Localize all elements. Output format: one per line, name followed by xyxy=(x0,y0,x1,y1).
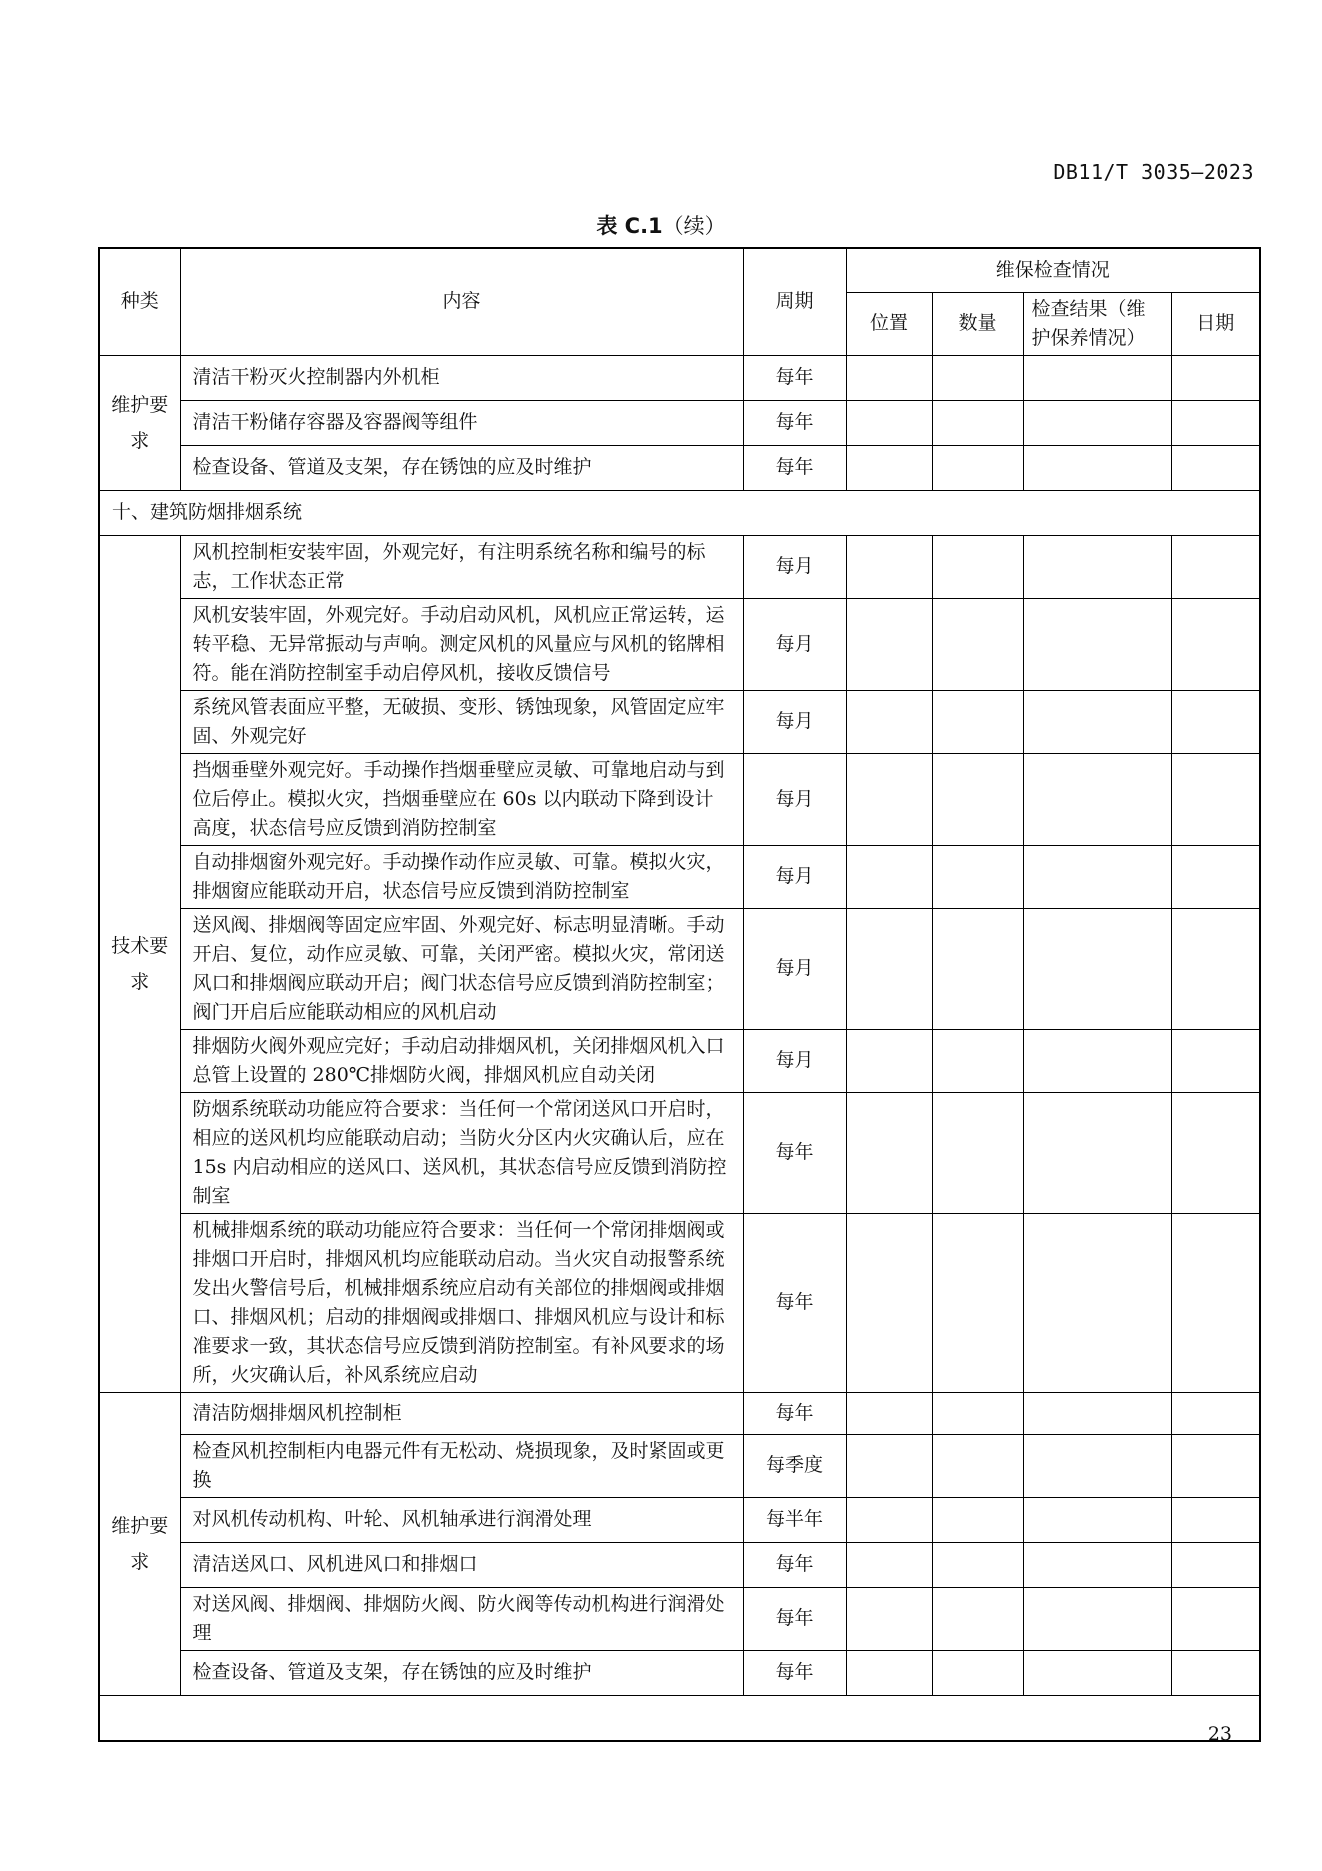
position-cell[interactable] xyxy=(846,1213,932,1392)
date-cell[interactable] xyxy=(1171,1213,1260,1392)
quantity-cell[interactable] xyxy=(932,1434,1023,1497)
position-cell[interactable] xyxy=(846,1434,932,1497)
quantity-cell[interactable] xyxy=(932,1392,1023,1434)
table-row xyxy=(99,400,1260,445)
category-cell: 技术要求 xyxy=(99,535,180,1392)
row-cycle: 每月 xyxy=(743,908,846,1029)
quantity-cell[interactable] xyxy=(932,400,1023,445)
position-cell[interactable] xyxy=(846,690,932,753)
date-cell[interactable] xyxy=(1171,753,1260,845)
date-cell[interactable] xyxy=(1171,1392,1260,1434)
result-cell[interactable] xyxy=(1023,1497,1171,1542)
row-cycle: 每年 xyxy=(743,1092,846,1213)
row-cycle: 每年 xyxy=(743,1213,846,1392)
position-cell[interactable] xyxy=(846,753,932,845)
row-content: 清洁干粉灭火控制器内外机柜 xyxy=(180,355,743,400)
result-cell[interactable] xyxy=(1023,400,1171,445)
date-cell[interactable] xyxy=(1171,1542,1260,1587)
header-position: 位置 xyxy=(846,292,932,355)
date-cell[interactable] xyxy=(1171,400,1260,445)
header-cycle: 周期 xyxy=(743,248,846,355)
quantity-cell[interactable] xyxy=(932,908,1023,1029)
header-inspection-group: 维保检查情况 xyxy=(846,248,1260,292)
quantity-cell[interactable] xyxy=(932,535,1023,598)
quantity-cell[interactable] xyxy=(932,598,1023,690)
quantity-cell[interactable] xyxy=(932,1587,1023,1650)
result-cell[interactable] xyxy=(1023,1213,1171,1392)
row-content: 排烟防火阀外观应完好；手动启动排烟风机，关闭排烟风机入口总管上设置的 280℃排烟防火阀，排烟风机应自动关闭 xyxy=(180,1029,743,1092)
page-number: 23 xyxy=(1207,1723,1232,1745)
date-cell[interactable] xyxy=(1171,1092,1260,1213)
table-row xyxy=(99,1434,1260,1497)
date-cell[interactable] xyxy=(1171,355,1260,400)
row-content: 检查设备、管道及支架，存在锈蚀的应及时维护 xyxy=(180,1650,743,1695)
position-cell[interactable] xyxy=(846,845,932,908)
table-row xyxy=(99,1092,1260,1213)
table-row xyxy=(99,445,1260,490)
header-type: 种类 xyxy=(99,248,180,355)
empty-cell xyxy=(99,1695,1260,1741)
row-cycle: 每年 xyxy=(743,355,846,400)
table-row xyxy=(99,1587,1260,1650)
row-content: 自动排烟窗外观完好。手动操作动作应灵敏、可靠。模拟火灾，排烟窗应能联动开启，状态信号应反馈到消防控制室 xyxy=(180,845,743,908)
result-cell[interactable] xyxy=(1023,598,1171,690)
position-cell[interactable] xyxy=(846,1650,932,1695)
row-content: 清洁防烟排烟风机控制柜 xyxy=(180,1392,743,1434)
quantity-cell[interactable] xyxy=(932,690,1023,753)
table-row xyxy=(99,535,1260,598)
row-cycle: 每月 xyxy=(743,535,846,598)
table-row xyxy=(99,1542,1260,1587)
document-code: DB11/T 3035—2023 xyxy=(1053,160,1254,184)
result-cell[interactable] xyxy=(1023,1392,1171,1434)
result-cell[interactable] xyxy=(1023,1542,1171,1587)
row-cycle: 每月 xyxy=(743,753,846,845)
date-cell[interactable] xyxy=(1171,1029,1260,1092)
table-row xyxy=(99,1392,1260,1434)
section-row xyxy=(99,490,1260,535)
row-content: 对送风阀、排烟阀、排烟防火阀、防火阀等传动机构进行润滑处理 xyxy=(180,1587,743,1650)
row-cycle: 每季度 xyxy=(743,1434,846,1497)
row-cycle: 每月 xyxy=(743,845,846,908)
row-cycle: 每年 xyxy=(743,445,846,490)
result-cell[interactable] xyxy=(1023,1029,1171,1092)
position-cell[interactable] xyxy=(846,535,932,598)
row-cycle: 每年 xyxy=(743,1650,846,1695)
result-cell[interactable] xyxy=(1023,355,1171,400)
row-content: 送风阀、排烟阀等固定应牢固、外观完好、标志明显清晰。手动开启、复位，动作应灵敏、可靠，关闭严密。模拟火灾，常闭送风口和排烟阀应联动开启；阀门状态信号应反馈到消防控制室；阀门开启后应能联动相应的风机启动 xyxy=(180,908,743,1029)
result-cell[interactable] xyxy=(1023,845,1171,908)
date-cell[interactable] xyxy=(1171,690,1260,753)
table-row xyxy=(99,690,1260,753)
result-cell[interactable] xyxy=(1023,908,1171,1029)
row-content: 系统风管表面应平整，无破损、变形、锈蚀现象，风管固定应牢固、外观完好 xyxy=(180,690,743,753)
row-cycle: 每月 xyxy=(743,1029,846,1092)
row-cycle: 每年 xyxy=(743,400,846,445)
date-cell[interactable] xyxy=(1171,1650,1260,1695)
position-cell[interactable] xyxy=(846,1392,932,1434)
row-content: 清洁干粉储存容器及容器阀等组件 xyxy=(180,400,743,445)
result-cell[interactable] xyxy=(1023,1650,1171,1695)
date-cell[interactable] xyxy=(1171,908,1260,1029)
result-cell[interactable] xyxy=(1023,690,1171,753)
row-cycle: 每月 xyxy=(743,690,846,753)
quantity-cell[interactable] xyxy=(932,355,1023,400)
row-content: 检查风机控制柜内电器元件有无松动、烧损现象，及时紧固或更换 xyxy=(180,1434,743,1497)
row-content: 防烟系统联动功能应符合要求：当任何一个常闭送风口开启时，相应的送风机均应能联动启动；当防火分区内火灾确认后，应在 15s 内启动相应的送风口、送风机，其状态信号应反馈到消防控制室 xyxy=(180,1092,743,1213)
quantity-cell[interactable] xyxy=(932,445,1023,490)
position-cell[interactable] xyxy=(846,598,932,690)
result-cell[interactable] xyxy=(1023,535,1171,598)
date-cell[interactable] xyxy=(1171,1497,1260,1542)
result-cell[interactable] xyxy=(1023,1587,1171,1650)
table-row xyxy=(99,598,1260,690)
date-cell[interactable] xyxy=(1171,1434,1260,1497)
category-cell: 维护要求 xyxy=(99,1392,180,1695)
table-title xyxy=(0,210,1322,240)
table-row xyxy=(99,355,1260,400)
quantity-cell[interactable] xyxy=(932,1497,1023,1542)
position-cell[interactable] xyxy=(846,355,932,400)
table-row xyxy=(99,845,1260,908)
result-cell[interactable] xyxy=(1023,1092,1171,1213)
quantity-cell[interactable] xyxy=(932,1029,1023,1092)
position-cell[interactable] xyxy=(846,1497,932,1542)
row-content: 对风机传动机构、叶轮、风机轴承进行润滑处理 xyxy=(180,1497,743,1542)
position-cell[interactable] xyxy=(846,1587,932,1650)
date-cell[interactable] xyxy=(1171,845,1260,908)
row-content: 风机控制柜安装牢固，外观完好，有注明系统名称和编号的标志，工作状态正常 xyxy=(180,535,743,598)
result-cell[interactable] xyxy=(1023,753,1171,845)
quantity-cell[interactable] xyxy=(932,1092,1023,1213)
table-title-main: 表 C.1 xyxy=(596,214,663,238)
date-cell[interactable] xyxy=(1171,1587,1260,1650)
header-date: 日期 xyxy=(1171,292,1260,355)
header-row-1 xyxy=(99,248,1260,292)
row-content: 风机安装牢固，外观完好。手动启动风机，风机应正常运转，运转平稳、无异常振动与声响。测定风机的风量应与风机的铭牌相符。能在消防控制室手动启停风机，接收反馈信号 xyxy=(180,598,743,690)
quantity-cell[interactable] xyxy=(932,1650,1023,1695)
maintenance-inspection-table xyxy=(98,247,1261,1742)
row-cycle: 每年 xyxy=(743,1542,846,1587)
table-row xyxy=(99,908,1260,1029)
position-cell[interactable] xyxy=(846,1029,932,1092)
quantity-cell[interactable] xyxy=(932,1213,1023,1392)
table-row xyxy=(99,753,1260,845)
result-cell[interactable] xyxy=(1023,445,1171,490)
row-content: 机械排烟系统的联动功能应符合要求：当任何一个常闭排烟阀或排烟口开启时，排烟风机均应能联动启动。当火灾自动报警系统发出火警信号后，机械排烟系统应启动有关部位的排烟阀或排烟口、排烟风机；启动的排烟阀或排烟口、排烟风机应与设计和标准要求一致，其状态信号应反馈到消防控制室。有补风要求的场所，火灾确认后，补风系统应启动 xyxy=(180,1213,743,1392)
table-title-suffix: （续） xyxy=(662,214,726,238)
quantity-cell[interactable] xyxy=(932,1542,1023,1587)
row-content: 挡烟垂壁外观完好。手动操作挡烟垂壁应灵敏、可靠地启动与到位后停止。模拟火灾，挡烟垂壁应在 60s 以内联动下降到设计高度，状态信号应反馈到消防控制室 xyxy=(180,753,743,845)
table-row xyxy=(99,1213,1260,1392)
position-cell[interactable] xyxy=(846,1092,932,1213)
position-cell[interactable] xyxy=(846,400,932,445)
date-cell[interactable] xyxy=(1171,598,1260,690)
date-cell[interactable] xyxy=(1171,535,1260,598)
row-cycle: 每年 xyxy=(743,1587,846,1650)
row-cycle: 每年 xyxy=(743,1392,846,1434)
header-result: 检查结果（维护保养情况） xyxy=(1023,292,1171,355)
table-row xyxy=(99,1497,1260,1542)
row-content: 清洁送风口、风机进风口和排烟口 xyxy=(180,1542,743,1587)
date-cell[interactable] xyxy=(1171,445,1260,490)
result-cell[interactable] xyxy=(1023,1434,1171,1497)
row-cycle: 每月 xyxy=(743,598,846,690)
section-title: 十、建筑防烟排烟系统 xyxy=(99,490,1260,535)
table-row xyxy=(99,1029,1260,1092)
table-row xyxy=(99,1650,1260,1695)
row-content: 检查设备、管道及支架，存在锈蚀的应及时维护 xyxy=(180,445,743,490)
position-cell[interactable] xyxy=(846,908,932,1029)
empty-row xyxy=(99,1695,1260,1741)
header-quantity: 数量 xyxy=(932,292,1023,355)
row-cycle: 每半年 xyxy=(743,1497,846,1542)
position-cell[interactable] xyxy=(846,445,932,490)
category-cell: 维护要求 xyxy=(99,355,180,490)
position-cell[interactable] xyxy=(846,1542,932,1587)
header-content: 内容 xyxy=(180,248,743,355)
quantity-cell[interactable] xyxy=(932,845,1023,908)
quantity-cell[interactable] xyxy=(932,753,1023,845)
